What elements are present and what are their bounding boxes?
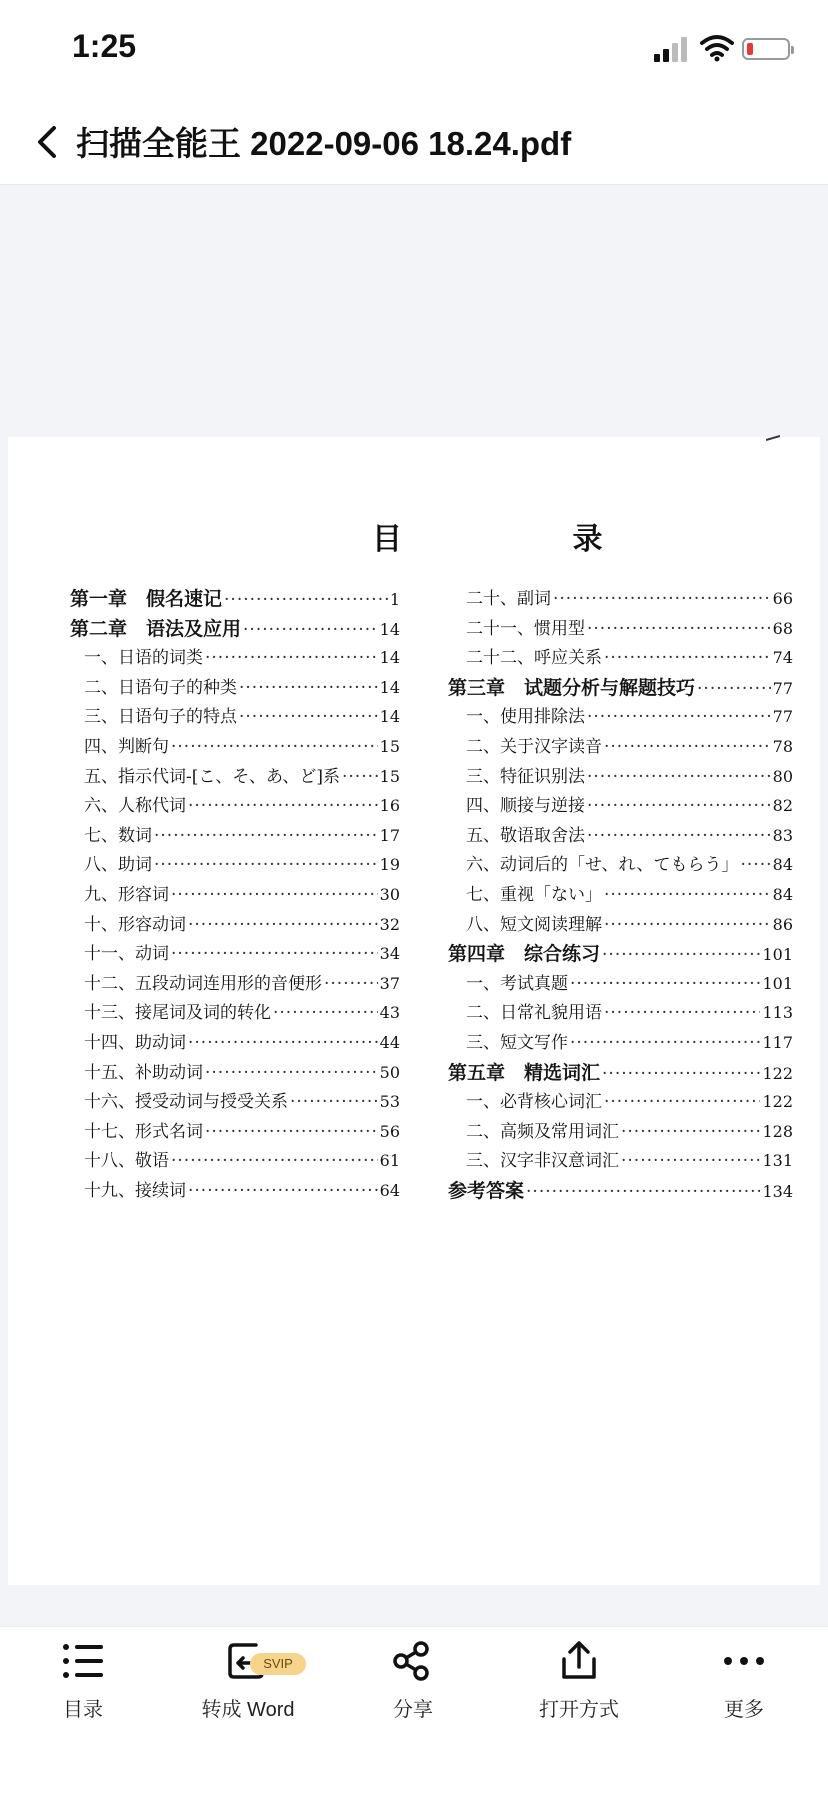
toc-entry: [466, 643, 793, 668]
toc-leader-dots: [205, 1063, 378, 1083]
toc-page-number: 77: [772, 678, 793, 698]
toc-page-number: 17: [379, 825, 400, 845]
toc-page-number: 77: [772, 707, 793, 727]
toc-page-number: 68: [772, 618, 793, 638]
toc-page-number: 117: [762, 1033, 793, 1052]
toc-entry: [466, 821, 793, 846]
toc-entry-label: 二、高频及常用词汇: [466, 1121, 619, 1142]
toc-entry-label: 一、使用排除法: [466, 707, 585, 728]
toc-entry-label: 三、短文写作: [466, 1033, 568, 1053]
toc-leader-dots: [526, 1182, 760, 1202]
toc-entry: [84, 1176, 400, 1201]
toc-chapter-entry: [448, 1058, 793, 1085]
toc-leader-dots: [188, 796, 378, 816]
more-button[interactable]: [664, 1641, 824, 1731]
toc-leader-dots: [154, 855, 378, 875]
toc-page-number: 50: [379, 1062, 400, 1082]
toc-entry-label: 七、重视「ない」: [466, 885, 602, 905]
toc-entry-label: 三、汉字非汉意词汇: [466, 1151, 619, 1172]
toc-entry-label: 六、动词后的「せ、れ、てもらう」: [466, 855, 739, 876]
toc-entry-label: 十一、动词: [84, 944, 169, 965]
toc-entry: [84, 939, 400, 964]
toc-entry-label: 十六、授受动词与授受关系: [84, 1092, 288, 1113]
toc-entry-label: 九、形容词: [84, 885, 169, 905]
toc-chapter-entry: [448, 1176, 793, 1203]
toc-entry-label: 参考答案: [448, 1180, 525, 1202]
toc-page-number: 83: [772, 825, 793, 845]
toc-page-number: 101: [762, 973, 793, 993]
page-mark-icon: [766, 434, 780, 442]
cellular-signal-icon: [654, 36, 688, 62]
toc-entry: [466, 1087, 793, 1112]
toc-leader-dots: [621, 1151, 760, 1171]
share-icon: [391, 1641, 435, 1681]
toc-entry: [84, 821, 400, 846]
toc-page-number: 80: [772, 766, 793, 786]
toc-leader-dots: [205, 1122, 378, 1142]
toc-entry: [84, 1028, 400, 1053]
toc-entry: [84, 1087, 400, 1112]
open-with-label: 打开方式: [539, 1699, 619, 1721]
toc-entry: [466, 614, 793, 639]
toc-page-number: 82: [772, 796, 793, 816]
toc-leader-dots: [741, 855, 771, 875]
toc-heading: 目 录: [372, 522, 683, 557]
toc-entry: [84, 850, 400, 875]
toc-entry: [84, 732, 400, 757]
toc-entry-label: 十七、形式名词: [84, 1121, 203, 1142]
toc-chapter-entry: [448, 673, 793, 700]
toc-entry: [84, 791, 400, 816]
toc-page-number: 66: [772, 589, 793, 608]
toc-entry-label: 二、日语句子的种类: [84, 677, 237, 698]
toc-leader-dots: [602, 945, 760, 965]
toc-entry: [466, 880, 793, 905]
toc-page-number: 14: [379, 648, 400, 668]
toc-entry: [466, 702, 793, 727]
toc-entry-label: 十九、接续词: [84, 1181, 186, 1201]
toc-entry-label: 五、指示代词-[こ、そ、あ、ど]系: [84, 766, 340, 787]
nav-bar: [0, 100, 828, 185]
bottom-toolbar: [0, 1626, 828, 1793]
toc-entry-label: 十八、敬语: [84, 1151, 169, 1172]
toc-entry-label: 十五、补助动词: [84, 1062, 203, 1083]
more-icon: [722, 1641, 766, 1681]
toc-entry-label: 十三、接尾词及词的转化: [84, 1003, 271, 1024]
toc-entry-label: 一、必背核心词汇: [466, 1092, 602, 1113]
toc-page-number: 86: [772, 914, 793, 934]
toc-page-number: 61: [379, 1151, 400, 1171]
toc-page-number: 14: [379, 677, 400, 697]
toc-leader-dots: [604, 885, 771, 905]
toc-entry-label: 三、日语句子的特点: [84, 707, 237, 728]
toc-entry: [466, 1117, 793, 1142]
status-time: 1:25: [72, 28, 137, 64]
toc-entry: [466, 584, 793, 609]
toc-page-number: 37: [379, 973, 400, 993]
toc-entry-label: 二十、副词: [466, 589, 551, 609]
toc-entry: [466, 732, 793, 757]
toc-entry-label: 第四章 综合练习: [448, 943, 601, 966]
wifi-icon: [700, 34, 734, 62]
toc-button-label: 目录: [63, 1699, 103, 1721]
list-icon: [61, 1641, 105, 1681]
toc-leader-dots: [621, 1122, 760, 1142]
toc-entry: [466, 762, 793, 787]
toc-page-number: 30: [379, 885, 400, 904]
toc-entry: [466, 910, 793, 935]
toc-entry-label: 二十一、惯用型: [466, 618, 585, 639]
toc-entry: [466, 1028, 793, 1053]
convert-word-label: 转成 Word: [201, 1699, 295, 1721]
status-bar: [0, 0, 828, 100]
toc-leader-dots: [604, 1092, 760, 1112]
toc-page-number: 1: [389, 590, 400, 609]
toc-page-number: 19: [379, 855, 400, 875]
toc-leader-dots: [171, 944, 378, 964]
toc-leader-dots: [171, 885, 378, 905]
toc-page-number: 134: [762, 1182, 793, 1201]
toc-leader-dots: [553, 589, 771, 609]
toc-page-number: 84: [772, 885, 793, 904]
toc-entry-label: 第二章 语法及应用: [70, 617, 242, 640]
toc-page-number: 113: [762, 1003, 793, 1023]
toc-page-number: 84: [772, 855, 793, 875]
toc-chapter-entry: [70, 584, 400, 611]
toc-leader-dots: [188, 1181, 378, 1201]
toc-leader-dots: [587, 767, 771, 787]
toc-chapter-entry: [70, 614, 400, 641]
toc-entry-label: 五、敬语取舍法: [466, 825, 585, 846]
toc-entry: [84, 880, 400, 905]
toc-entry-label: 一、考试真题: [466, 973, 568, 994]
toc-page-number: 122: [762, 1063, 793, 1083]
toc-entry: [466, 850, 793, 875]
toc-leader-dots: [587, 826, 771, 846]
svip-badge: SVIP: [250, 1653, 306, 1675]
toc-page-number: 128: [762, 1121, 793, 1141]
toc-entry: [84, 643, 400, 668]
toc-page-number: 64: [379, 1181, 400, 1200]
toc-entry-label: 七、数词: [84, 825, 152, 846]
toc-leader-dots: [604, 648, 771, 668]
toc-leader-dots: [604, 915, 771, 935]
toc-leader-dots: [154, 826, 378, 846]
toc-leader-dots: [587, 619, 771, 639]
toc-leader-dots: [290, 1092, 378, 1112]
toc-chapter-entry: [448, 939, 793, 966]
toc-entry-label: 一、日语的词类: [84, 648, 203, 669]
toc-leader-dots: [570, 974, 760, 994]
toc-page-number: 15: [379, 737, 400, 756]
toc-leader-dots: [171, 1151, 378, 1171]
convert-word-button[interactable]: [168, 1641, 328, 1731]
share-label: 分享: [393, 1699, 433, 1721]
toc-leader-dots: [188, 1033, 378, 1053]
toc-leader-dots: [224, 590, 388, 610]
toc-entry: [84, 1058, 400, 1083]
toc-page-number: 122: [762, 1092, 793, 1112]
toc-page-number: 53: [379, 1092, 400, 1112]
toc-leader-dots: [188, 915, 378, 935]
toc-entry: [466, 969, 793, 994]
toc-page-number: 44: [379, 1033, 400, 1052]
toc-leader-dots: [587, 707, 771, 727]
toc-page-number: 34: [379, 944, 400, 964]
toc-page-number: 15: [379, 766, 400, 786]
toc-page-number: 32: [379, 914, 400, 934]
toc-entry: [84, 1117, 400, 1142]
toc-entry-label: 第三章 试题分析与解题技巧: [448, 676, 696, 699]
toc-leader-dots: [570, 1033, 760, 1053]
toc-page-number: 101: [762, 945, 793, 965]
toc-entry-label: 二、日常礼貌用语: [466, 1003, 602, 1024]
toc-leader-dots: [273, 1003, 378, 1023]
toc-page-number: 16: [379, 796, 400, 816]
toc-leader-dots: [604, 1003, 760, 1023]
toc-leader-dots: [602, 1064, 760, 1084]
toc-leader-dots: [604, 737, 771, 757]
toc-entry-label: 六、人称代词: [84, 796, 186, 817]
back-chevron-icon[interactable]: [30, 120, 70, 164]
open-with-button[interactable]: [499, 1641, 659, 1731]
toc-page-number: 74: [772, 648, 793, 668]
toc-leader-dots: [324, 974, 378, 994]
toc-entry-label: 第一章 假名速记: [70, 588, 223, 610]
toc-entry: [84, 998, 400, 1023]
toc-button[interactable]: [3, 1641, 163, 1731]
document-title: 扫描全能王 2022-09-06 18.24.pdf: [76, 125, 572, 162]
toc-entry-label: 十四、助动词: [84, 1033, 186, 1053]
toc-page-number: 78: [772, 737, 793, 756]
toc-entry: [84, 1146, 400, 1171]
toc-page-number: 14: [379, 619, 400, 639]
more-label: 更多: [724, 1699, 764, 1721]
toc-leader-dots: [342, 767, 378, 787]
toc-entry-label: 八、短文阅读理解: [466, 914, 602, 935]
toc-leader-dots: [171, 737, 378, 757]
toc-leader-dots: [587, 796, 771, 816]
toc-entry: [84, 762, 400, 787]
toc-entry-label: 第五章 精选词汇: [448, 1061, 601, 1084]
toc-page-number: 56: [379, 1121, 400, 1141]
toc-entry-label: 四、判断句: [84, 737, 169, 757]
toc-leader-dots: [697, 679, 771, 699]
toc-entry: [84, 969, 400, 994]
toc-page-number: 14: [379, 707, 400, 727]
toc-leader-dots: [239, 707, 378, 727]
toc-entry: [466, 998, 793, 1023]
toc-entry: [84, 702, 400, 727]
battery-icon: [742, 38, 790, 60]
toc-entry: [466, 1146, 793, 1171]
toc-leader-dots: [239, 678, 378, 698]
toc-entry-label: 八、助词: [84, 855, 152, 876]
open-with-icon: [557, 1641, 601, 1681]
toc-entry-label: 二、关于汉字读音: [466, 737, 602, 757]
share-button[interactable]: [333, 1641, 493, 1731]
toc-entry: [84, 673, 400, 698]
toc-leader-dots: [205, 648, 378, 668]
toc-page-number: 131: [762, 1151, 793, 1171]
toc-page-number: 43: [379, 1003, 400, 1023]
toc-entry-label: 十二、五段动词连用形的音便形: [84, 973, 322, 994]
toc-entry-label: 二十二、呼应关系: [466, 648, 602, 669]
toc-entry: [466, 791, 793, 816]
toc-entry-label: 十、形容动词: [84, 914, 186, 935]
toc-entry-label: 三、特征识别法: [466, 766, 585, 787]
toc-leader-dots: [243, 620, 378, 640]
toc-entry-label: 四、顺接与逆接: [466, 796, 585, 817]
toc-entry: [84, 910, 400, 935]
